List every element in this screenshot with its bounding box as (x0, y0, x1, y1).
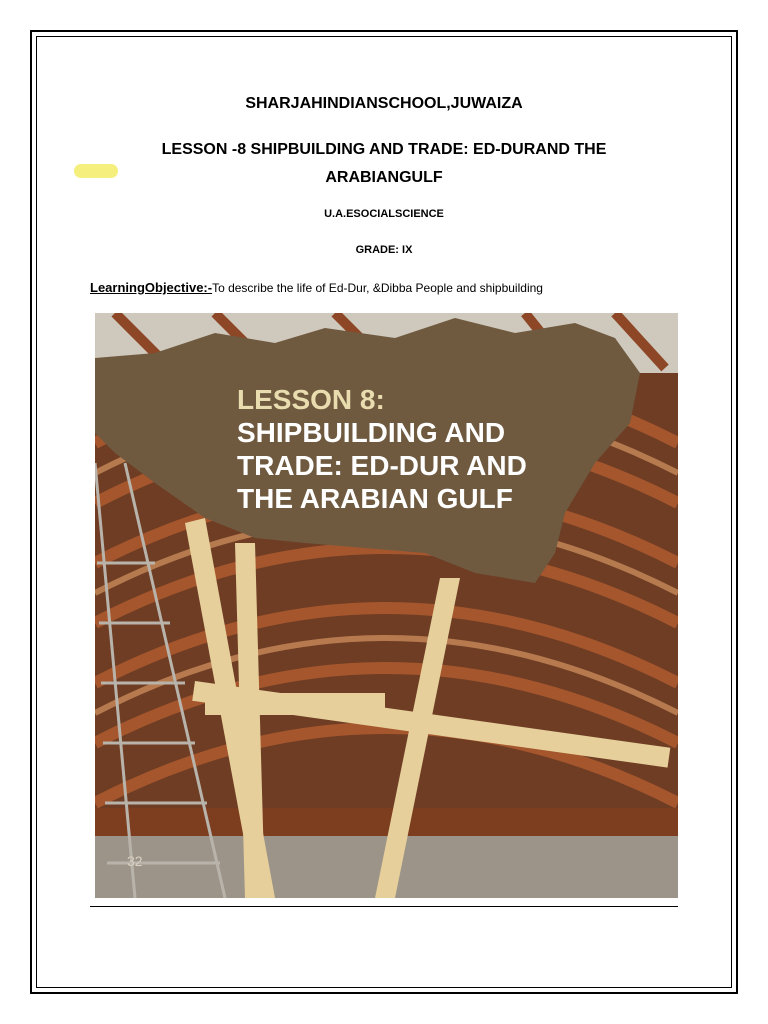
cover-page-number: 32 (127, 853, 143, 869)
learning-objective (90, 280, 543, 295)
grade-label: GRADE: IX (355, 244, 413, 256)
cover-title-line-2: SHIPBUILDING AND (237, 417, 506, 448)
highlighter-mark (74, 164, 118, 178)
horizontal-rule (90, 906, 678, 907)
subject-name: U.A.ESOCIALSCIENCE (324, 208, 444, 220)
school-name: SHARJAHINDIANSCHOOL,JUWAIZA (245, 95, 523, 112)
cover-title-line-4: THE ARABIAN GULF (237, 483, 513, 514)
learning-objective-text: To describe the life of Ed-Dur, &Dibba People and shipbuilding (212, 281, 543, 295)
cover-title-line-3: TRADE: ED-DUR AND (237, 450, 527, 481)
lesson-cover-image (95, 313, 678, 898)
cover-title (237, 383, 597, 515)
lesson-title-line-1: LESSON -8 SHIPBUILDING AND TRADE: ED-DURAND THE (161, 141, 607, 158)
lesson-title-line-2: ARABIANGULF (325, 169, 443, 186)
cover-title-line-1: LESSON 8: (237, 384, 385, 415)
learning-objective-label: LearningObjective:- (90, 280, 213, 295)
lesson-title (130, 136, 638, 192)
